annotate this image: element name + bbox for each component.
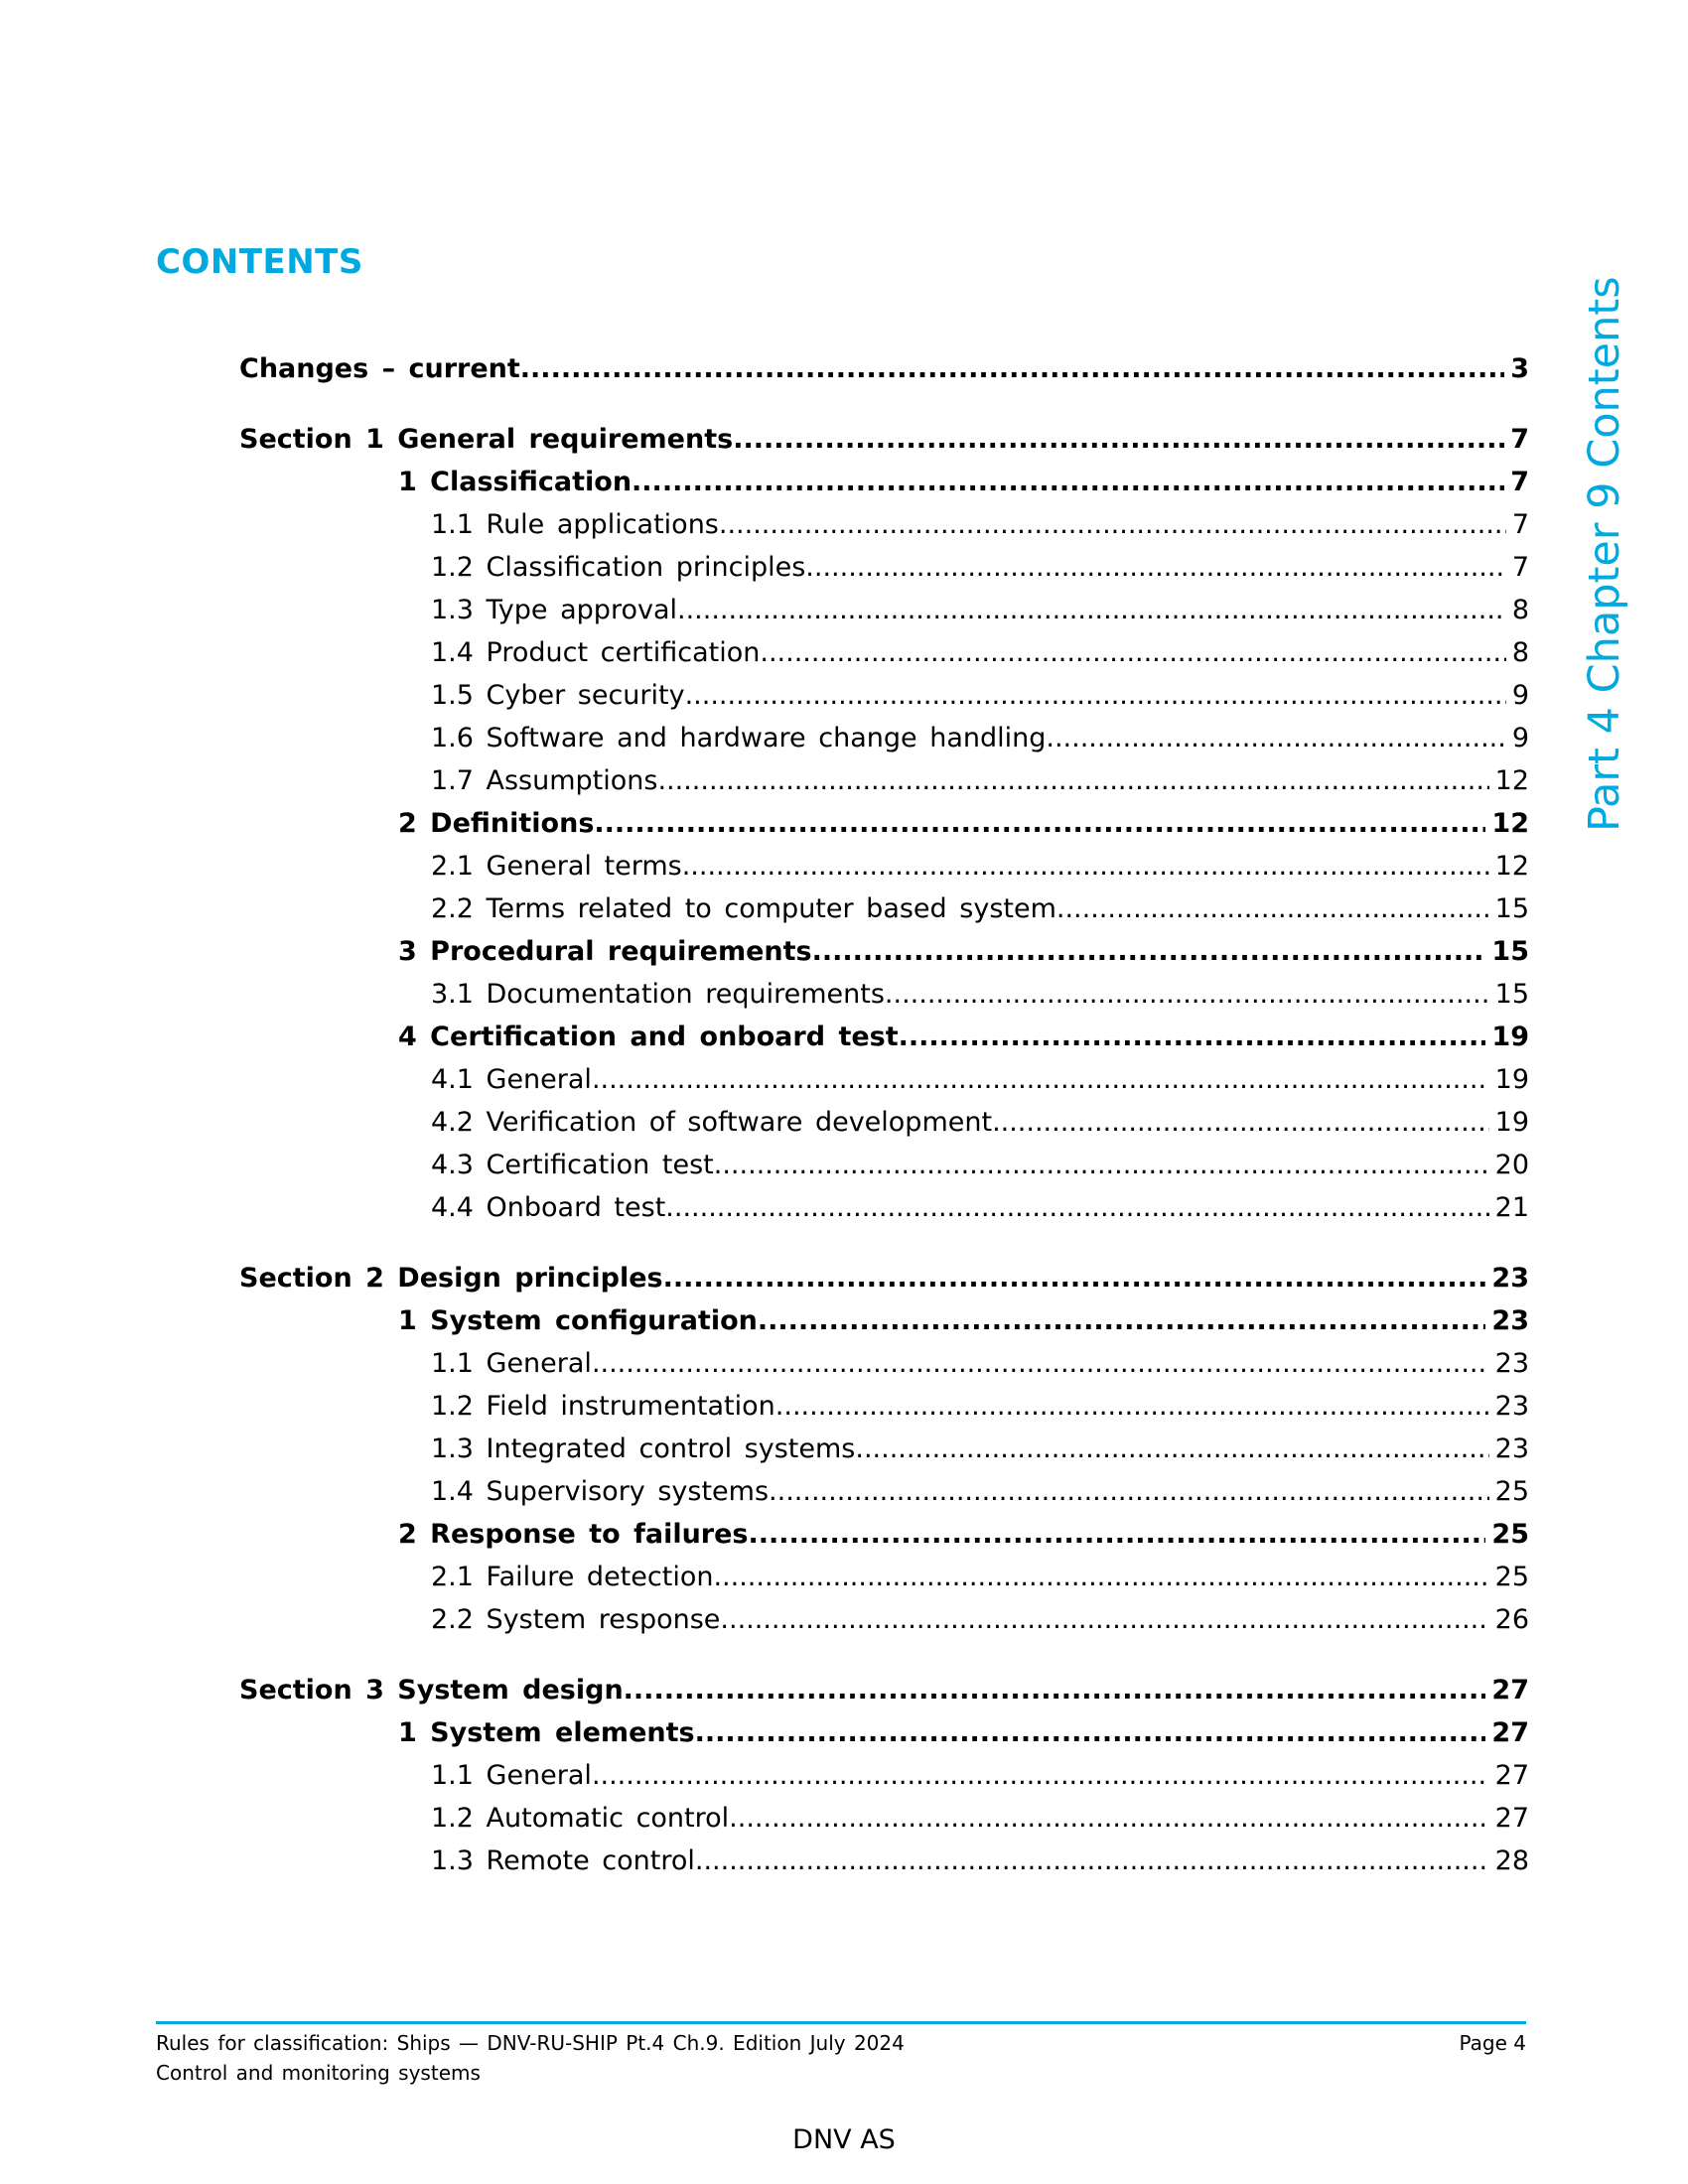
toc-entry-label: 1.6 Software and hardware change handling	[431, 723, 1047, 753]
toc-entry-s1-1-2[interactable]	[431, 548, 1529, 588]
toc-entry-label: 1.1 General	[431, 1348, 592, 1379]
toc-entry-page: 19	[1491, 1022, 1529, 1052]
toc-leader-dots	[720, 1600, 1488, 1640]
toc-leader-dots	[775, 1387, 1489, 1427]
toc-leader-dots	[855, 1430, 1488, 1469]
toc-entry-s2-1-1[interactable]	[431, 1344, 1529, 1384]
toc-entry-label: 1.4 Supervisory systems	[431, 1476, 770, 1507]
toc-entry-page: 15	[1494, 979, 1529, 1010]
toc-entry-label: 1 System configuration	[398, 1305, 758, 1336]
toc-entry-page: 3	[1510, 353, 1529, 384]
toc-entry-page: 23	[1494, 1433, 1529, 1464]
toc-entry-page: 8	[1511, 637, 1529, 668]
toc-entry-page: 15	[1491, 936, 1529, 967]
toc-leader-dots	[594, 804, 1485, 844]
toc-entry-section-2[interactable]	[239, 1259, 1529, 1298]
toc-entry-page: 12	[1494, 765, 1529, 796]
toc-entry-s2-2-1[interactable]	[431, 1558, 1529, 1597]
toc-entry-label: 3 Procedural requirements	[398, 936, 812, 967]
toc-entry-page: 26	[1494, 1604, 1529, 1635]
toc-entry-s3-1-1[interactable]	[431, 1756, 1529, 1796]
toc-entry-page: 23	[1494, 1391, 1529, 1422]
toc-entry-page: 23	[1491, 1263, 1529, 1294]
page-title: CONTENTS	[156, 242, 363, 282]
toc-entry-label: 2.2 System response	[431, 1604, 721, 1635]
toc-leader-dots	[592, 1344, 1489, 1384]
toc-entry-label: 1.1 General	[431, 1760, 592, 1791]
toc-entry-page: 9	[1511, 723, 1529, 753]
toc-entry-label: Section 3 System design	[239, 1675, 624, 1706]
toc-entry-s3-1-2[interactable]	[431, 1799, 1529, 1839]
toc-leader-dots	[682, 847, 1489, 887]
toc-entry-label: 1 Classification	[398, 467, 633, 497]
toc-entry-page: 28	[1494, 1845, 1529, 1876]
toc-entry-s1-1-1[interactable]	[431, 505, 1529, 545]
toc-entry-s1-2-1[interactable]	[431, 847, 1529, 887]
toc-entry-s2-2[interactable]	[398, 1515, 1529, 1555]
toc-entry-label: 3.1 Documentation requirements	[431, 979, 885, 1010]
toc-entry-s1-1[interactable]	[398, 463, 1529, 502]
toc-entry-label: 4.4 Onboard test	[431, 1192, 666, 1223]
toc-entry-label: 1.3 Remote control	[431, 1845, 695, 1876]
toc-entry-label: 2.1 Failure detection	[431, 1562, 714, 1592]
toc-leader-dots	[632, 463, 1504, 502]
toc-entry-page: 9	[1511, 680, 1529, 711]
toc-entry-page: 19	[1494, 1064, 1529, 1095]
toc-leader-dots	[713, 1558, 1488, 1597]
toc-entry-page: 15	[1494, 893, 1529, 924]
toc-entry-label: 2 Definitions	[398, 808, 595, 839]
toc-leader-dots	[624, 1671, 1486, 1710]
toc-entry-page: 21	[1494, 1192, 1529, 1223]
toc-entry-label: 1.1 Rule applications	[431, 509, 719, 540]
toc-entry-s1-1-3[interactable]	[431, 591, 1529, 630]
toc-entry-s1-1-6[interactable]	[431, 719, 1529, 758]
footer-document-reference: Rules for classification: Ships — DNV-RU-SHIP Pt.4 Ch.9. Edition July 2024	[156, 2031, 905, 2055]
toc-entry-page: 7	[1510, 467, 1529, 497]
toc-entry-page: 23	[1491, 1305, 1529, 1336]
toc-entry-changes[interactable]	[239, 349, 1529, 389]
toc-entry-s3-1[interactable]	[398, 1713, 1529, 1753]
toc-entry-label: 1.3 Type approval	[431, 595, 677, 625]
toc-leader-dots	[758, 1301, 1486, 1341]
toc-entry-s1-3[interactable]	[398, 932, 1529, 972]
toc-leader-dots	[769, 1472, 1489, 1512]
toc-entry-s2-2-2[interactable]	[431, 1600, 1529, 1640]
toc-entry-page: 27	[1494, 1803, 1529, 1834]
toc-entry-page: 12	[1491, 808, 1529, 839]
toc-entry-page: 20	[1494, 1150, 1529, 1180]
toc-leader-dots	[695, 1842, 1489, 1881]
footer-divider	[156, 2021, 1526, 2024]
toc-entry-label: Changes – current	[239, 353, 520, 384]
toc-leader-dots	[1056, 889, 1489, 929]
toc-leader-dots	[729, 1799, 1488, 1839]
toc-entry-label: 4.1 General	[431, 1064, 592, 1095]
toc-entry-label: 4.2 Verification of software development	[431, 1107, 993, 1138]
toc-leader-dots	[812, 932, 1486, 972]
toc-entry-page: 25	[1494, 1562, 1529, 1592]
toc-entry-label: 1.5 Cyber security	[431, 680, 685, 711]
side-running-title: Part 4 Chapter 9 Contents	[1580, 276, 1629, 832]
toc-leader-dots	[657, 761, 1488, 801]
toc-leader-dots	[520, 349, 1504, 389]
toc-leader-dots	[663, 1259, 1486, 1298]
toc-entry-label: 1.7 Assumptions	[431, 765, 658, 796]
toc-entry-label: 2.1 General terms	[431, 851, 682, 882]
toc-leader-dots	[695, 1713, 1486, 1753]
toc-entry-page: 23	[1494, 1348, 1529, 1379]
toc-leader-dots	[665, 1188, 1488, 1228]
toc-leader-dots	[714, 1146, 1489, 1185]
toc-entry-s3-1-3[interactable]	[431, 1842, 1529, 1881]
toc-entry-section-1[interactable]	[239, 420, 1529, 460]
toc-leader-dots	[677, 591, 1506, 630]
toc-entry-s1-2-2[interactable]	[431, 889, 1529, 929]
toc-entry-s1-4-3[interactable]	[431, 1146, 1529, 1185]
toc-entry-s1-4-2[interactable]	[431, 1103, 1529, 1143]
toc-entry-s1-1-7[interactable]	[431, 761, 1529, 801]
toc-entry-page: 8	[1511, 595, 1529, 625]
toc-entry-s1-4-4[interactable]	[431, 1188, 1529, 1228]
footer-page-number: Page 4	[1459, 2031, 1526, 2055]
toc-entry-page: 12	[1494, 851, 1529, 882]
toc-leader-dots	[992, 1103, 1489, 1143]
toc-entry-page: 19	[1494, 1107, 1529, 1138]
footer-company-name: DNV AS	[792, 2124, 896, 2155]
toc-entry-label: 1.2 Automatic control	[431, 1803, 730, 1834]
toc-leader-dots	[749, 1515, 1486, 1555]
toc-entry-page: 27	[1491, 1675, 1529, 1706]
toc-leader-dots	[805, 548, 1506, 588]
toc-entry-s1-4-1[interactable]	[431, 1060, 1529, 1100]
toc-entry-page: 25	[1494, 1476, 1529, 1507]
toc-entry-s2-1[interactable]	[398, 1301, 1529, 1341]
toc-leader-dots	[719, 505, 1506, 545]
toc-entry-label: 1.3 Integrated control systems	[431, 1433, 856, 1464]
toc-leader-dots	[592, 1060, 1489, 1100]
toc-entry-label: 1.2 Field instrumentation	[431, 1391, 775, 1422]
toc-entry-page: 7	[1510, 424, 1529, 455]
toc-entry-label: 1.4 Product certification	[431, 637, 761, 668]
toc-entry-label: 1 System elements	[398, 1717, 695, 1748]
toc-entry-label: 4 Certification and onboard test	[398, 1022, 899, 1052]
toc-leader-dots	[592, 1756, 1489, 1796]
toc-leader-dots	[885, 975, 1489, 1015]
toc-entry-label: Section 2 Design principles	[239, 1263, 663, 1294]
toc-leader-dots	[685, 676, 1506, 716]
toc-entry-label: 1.2 Classification principles	[431, 552, 806, 583]
toc-entry-page: 7	[1511, 552, 1529, 583]
toc-entry-label: 2 Response to failures	[398, 1519, 749, 1550]
toc-entry-s2-1-2[interactable]	[431, 1387, 1529, 1427]
toc-entry-page: 7	[1511, 509, 1529, 540]
toc-entry-s2-1-3[interactable]	[431, 1430, 1529, 1469]
toc-entry-s1-3-1[interactable]	[431, 975, 1529, 1015]
toc-entry-section-3[interactable]	[239, 1671, 1529, 1710]
toc-entry-s2-1-4[interactable]	[431, 1472, 1529, 1512]
toc-entry-label: 4.3 Certification test	[431, 1150, 714, 1180]
toc-entry-s1-1-5[interactable]	[431, 676, 1529, 716]
toc-leader-dots	[733, 420, 1504, 460]
toc-entry-page: 25	[1491, 1519, 1529, 1550]
toc-entry-s1-2[interactable]	[398, 804, 1529, 844]
toc-entry-label: Section 1 General requirements	[239, 424, 734, 455]
toc-entry-label: 2.2 Terms related to computer based system	[431, 893, 1056, 924]
toc-entry-s1-4[interactable]	[398, 1018, 1529, 1057]
toc-leader-dots	[899, 1018, 1486, 1057]
toc-leader-dots	[1046, 719, 1505, 758]
toc-entry-s1-1-4[interactable]	[431, 633, 1529, 673]
footer-document-title: Control and monitoring systems	[156, 2061, 481, 2085]
toc-entry-page: 27	[1491, 1717, 1529, 1748]
toc-leader-dots	[760, 633, 1505, 673]
toc-entry-page: 27	[1494, 1760, 1529, 1791]
